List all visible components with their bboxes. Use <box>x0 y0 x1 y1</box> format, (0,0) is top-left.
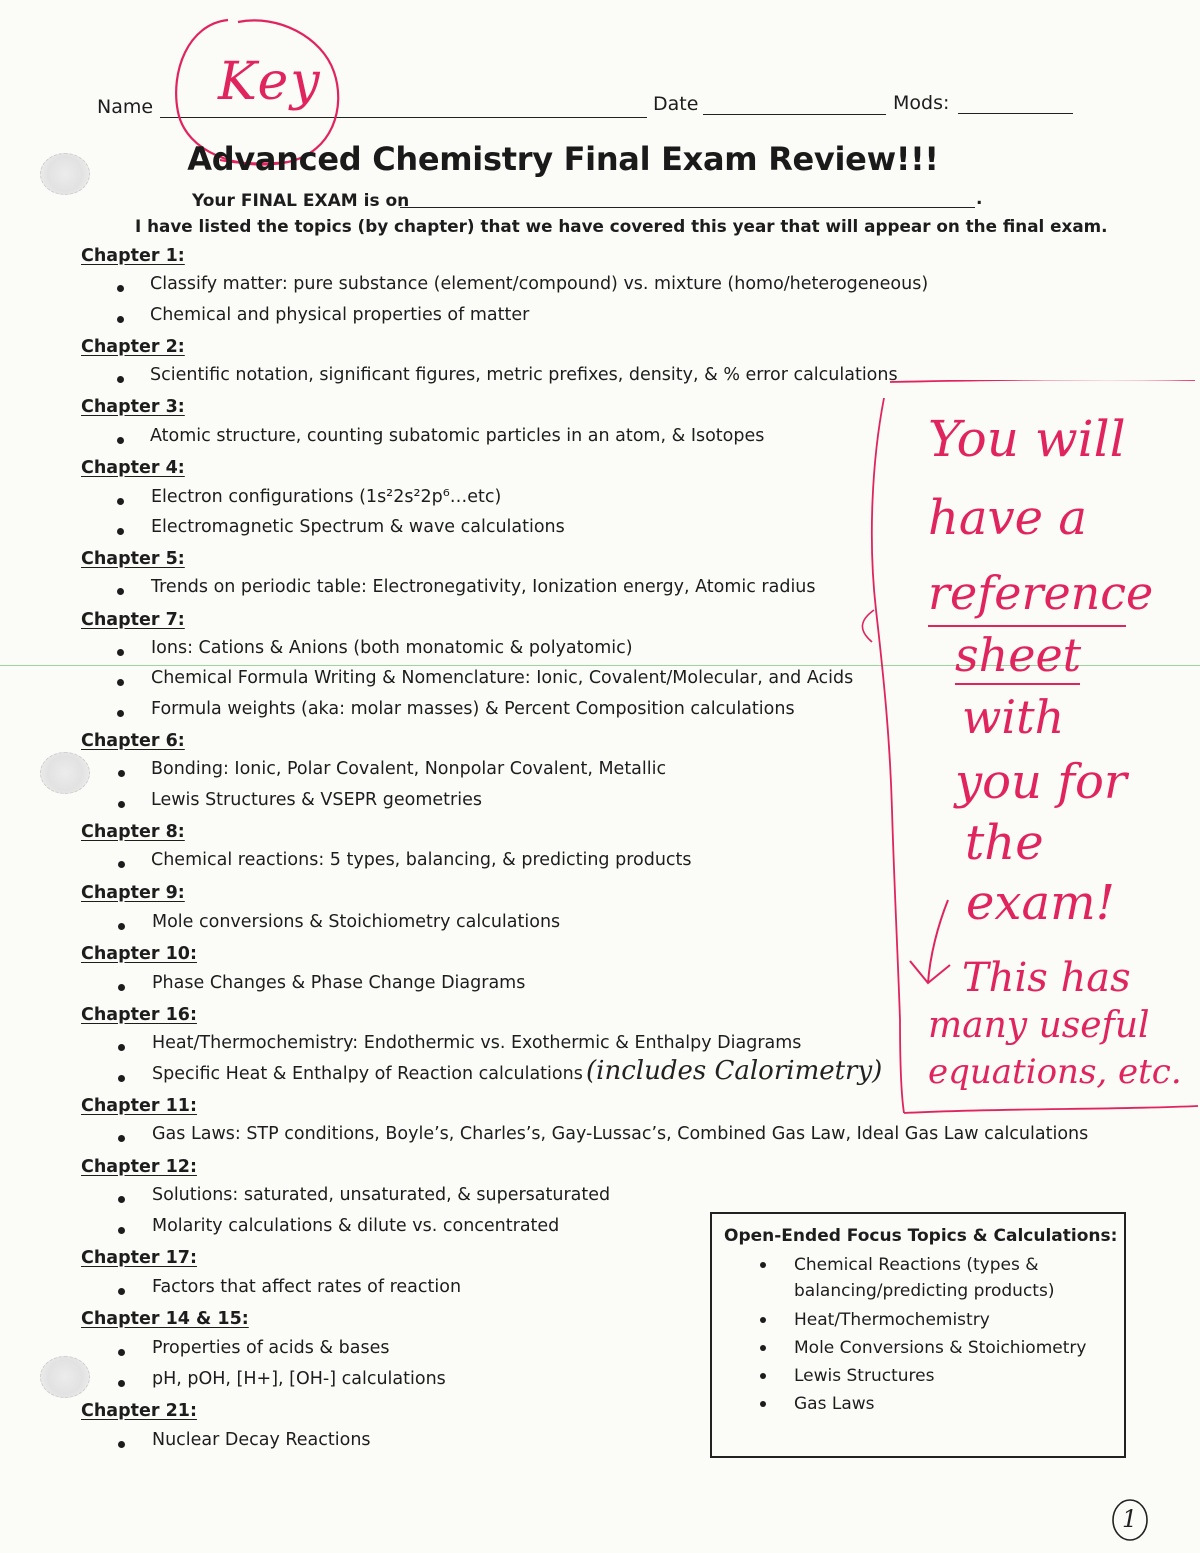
exam-date-blank <box>400 207 975 208</box>
chapter-16-item-2: Specific Heat & Enthalpy of Reaction calculations <box>152 1064 583 1084</box>
chapter-17-label: Chapter 17: <box>81 1248 197 1268</box>
bullet <box>118 1075 125 1082</box>
bullet <box>118 1196 125 1203</box>
chapter-14-15-item-1: Properties of acids & bases <box>152 1338 390 1358</box>
chapter-2-item-1: Scientific notation, significant figures, metric prefixes, density, & % error calculations <box>150 365 898 385</box>
page-number: 1 <box>1122 1505 1138 1533</box>
focus-item-1-cont: balancing/predicting products) <box>794 1281 1055 1301</box>
chapter-7-item-2: Chemical Formula Writing & Nomenclature: Ionic, Covalent/Molecular, and Acids <box>151 668 854 688</box>
chapter-4-label: Chapter 4: <box>81 458 185 478</box>
chapter-8-item-1: Chemical reactions: 5 types, balancing, & predicting products <box>151 850 692 870</box>
bullet <box>760 1373 766 1379</box>
chapter-16-item-1: Heat/Thermochemistry: Endothermic vs. Exothermic & Enthalpy Diagrams <box>152 1033 802 1053</box>
chapter-5-label: Chapter 5: <box>81 549 185 569</box>
chapter-6-label: Chapter 6: <box>81 731 185 751</box>
bullet <box>118 770 125 777</box>
chapter-5-item-1: Trends on periodic table: Electronegativity, Ionization energy, Atomic radius <box>151 577 816 597</box>
margin-note-underline <box>928 625 1126 627</box>
margin-note-underline-2 <box>955 683 1080 685</box>
bullet <box>117 498 124 505</box>
chapter-9-item-1: Mole conversions & Stoichiometry calculations <box>152 912 561 932</box>
chapter-4-item-2: Electromagnetic Spectrum & wave calculations <box>151 517 565 537</box>
chapter-12-item-1: Solutions: saturated, unsaturated, & supersaturated <box>152 1185 611 1205</box>
margin-note-line-4: sheet <box>955 628 1082 682</box>
focus-item-3: Mole Conversions & Stoichiometry <box>794 1338 1087 1358</box>
bullet <box>117 679 124 686</box>
bullet <box>760 1345 766 1351</box>
margin-tail-line-3: equations, etc. <box>928 1052 1182 1092</box>
chapter-1-item-1: Classify matter: pure substance (element/compound) vs. mixture (homo/heterogeneous) <box>150 274 929 294</box>
chapter-7-label: Chapter 7: <box>81 610 185 630</box>
bullet <box>118 1441 125 1448</box>
bullet <box>118 1380 125 1387</box>
bullet <box>117 588 124 595</box>
focus-item-2: Heat/Thermochemistry <box>794 1310 990 1330</box>
exam-line-prefix: Your FINAL EXAM is on <box>192 191 410 211</box>
chapter-1-item-2: Chemical and physical properties of matter <box>150 305 530 325</box>
margin-note-line-5: with <box>962 690 1065 744</box>
bullet <box>117 316 124 323</box>
bullet <box>118 1227 125 1234</box>
bullet <box>118 1349 125 1356</box>
chapter-10-item-1: Phase Changes & Phase Change Diagrams <box>152 973 526 993</box>
chapter-14-15-item-2: pH, pOH, [H+], [OH-] calculations <box>152 1369 446 1389</box>
chapter-6-item-1: Bonding: Ionic, Polar Covalent, Nonpolar Covalent, Metallic <box>151 759 667 779</box>
chapter-10-label: Chapter 10: <box>81 944 197 964</box>
exam-line-suffix: . <box>976 189 983 209</box>
bullet <box>117 437 124 444</box>
chapter-2-label: Chapter 2: <box>81 337 185 357</box>
bullet <box>760 1317 766 1323</box>
chapter-16-label: Chapter 16: <box>81 1005 197 1025</box>
chapter-12-label: Chapter 12: <box>81 1157 197 1177</box>
chapter-4-item-1: Electron configurations (1s²2s²2p⁶…etc) <box>151 487 502 507</box>
bullet <box>118 984 125 991</box>
chapter-14-15-label: Chapter 14 & 15: <box>81 1309 249 1329</box>
bullet <box>117 528 124 535</box>
chapter-17-item-1: Factors that affect rates of reaction <box>152 1277 462 1297</box>
bullet <box>118 861 125 868</box>
name-label: Name <box>97 96 154 118</box>
margin-note-line-7: the <box>965 815 1044 871</box>
chapter-12-item-2: Molarity calculations & dilute vs. concentrated <box>152 1216 560 1236</box>
bullet <box>117 710 124 717</box>
margin-arrow <box>900 895 960 990</box>
margin-tail-line-1: This has <box>962 955 1131 1001</box>
chapter-7-item-1: Ions: Cations & Anions (both monatomic & polyatomic) <box>151 638 633 658</box>
focus-topics-title: Open-Ended Focus Topics & Calculations: <box>724 1226 1118 1246</box>
margin-tail-line-2: many useful <box>928 1005 1150 1046</box>
mods-label: Mods: <box>893 92 950 114</box>
focus-item-1: Chemical Reactions (types & <box>794 1255 1039 1275</box>
margin-note-line-2: have a <box>928 490 1087 546</box>
bullet <box>117 285 124 292</box>
bullet <box>118 801 125 808</box>
chapter-7-item-3: Formula weights (aka: molar masses) & Percent Composition calculations <box>151 699 795 719</box>
margin-note-line-1: You will <box>928 410 1126 468</box>
chapter-3-label: Chapter 3: <box>81 397 185 417</box>
bullet <box>118 1044 125 1051</box>
margin-note-line-8: exam! <box>966 875 1115 931</box>
punch-hole-middle <box>40 752 90 794</box>
focus-item-4: Lewis Structures <box>794 1366 935 1386</box>
focus-topics-box <box>710 1212 1126 1458</box>
chapter-21-label: Chapter 21: <box>81 1401 197 1421</box>
intro-text: I have listed the topics (by chapter) that we have covered this year that will appear on the final exam. <box>135 216 1108 236</box>
chapter-21-item-1: Nuclear Decay Reactions <box>152 1430 371 1450</box>
chapter-11-label: Chapter 11: <box>81 1096 197 1116</box>
bullet <box>118 1288 125 1295</box>
date-blank <box>703 114 886 115</box>
margin-note-line-3: reference <box>928 566 1154 620</box>
page-title: Advanced Chemistry Final Exam Review!!! <box>187 140 939 178</box>
bullet <box>118 923 125 930</box>
bullet <box>760 1262 766 1268</box>
focus-item-5: Gas Laws <box>794 1394 875 1414</box>
bullet <box>117 649 124 656</box>
date-label: Date <box>653 93 699 115</box>
bullet <box>118 1135 125 1142</box>
chapter-3-item-1: Atomic structure, counting subatomic particles in an atom, & Isotopes <box>150 426 765 446</box>
bullet <box>117 376 124 383</box>
punch-hole-bottom <box>40 1356 90 1398</box>
chapter-9-label: Chapter 9: <box>81 883 185 903</box>
calorimetry-note: (includes Calorimetry) <box>586 1056 883 1086</box>
key-handwriting: Key <box>218 52 322 112</box>
chapter-1-label: Chapter 1: <box>81 246 185 266</box>
chapter-8-label: Chapter 8: <box>81 822 185 842</box>
chapter-11-item-1: Gas Laws: STP conditions, Boyle’s, Charles’s, Gay-Lussac’s, Combined Gas Law, Ideal Gas Law calculations <box>152 1124 1089 1144</box>
chapter-6-item-2: Lewis Structures & VSEPR geometries <box>151 790 482 810</box>
margin-note-line-6: you for <box>955 754 1127 810</box>
mods-blank <box>958 113 1073 114</box>
bullet <box>760 1401 766 1407</box>
